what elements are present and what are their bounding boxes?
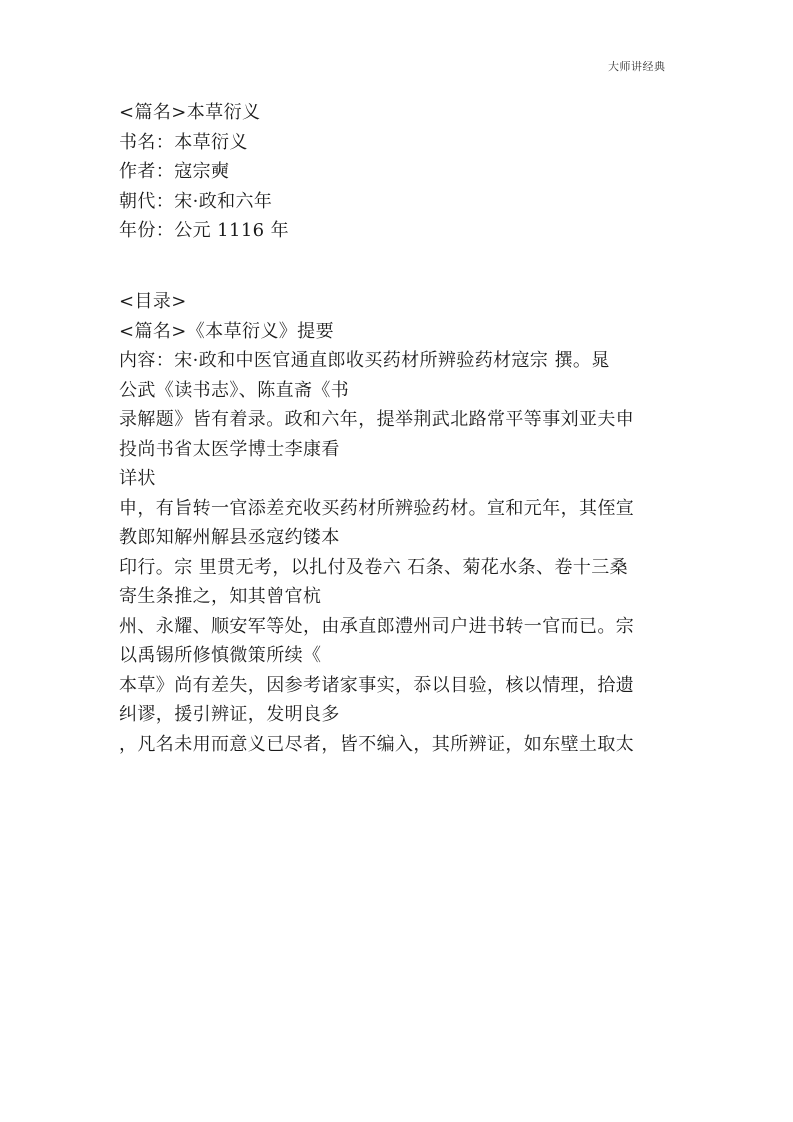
running-header: 大师讲经典 xyxy=(608,60,666,73)
body-line: 寄生条推之，知其曾官杭 xyxy=(119,586,322,607)
author: 作者：寇宗奭 xyxy=(119,161,230,182)
body-line: 公武《读书志》、陈直斋《书 xyxy=(119,379,350,401)
body-line: 印行。宗 里贯无考，以扎付及卷六 石条、菊花水条、卷十三桑 xyxy=(119,556,629,578)
body-line: 纠谬，援引辨证，发明良多 xyxy=(119,704,340,725)
body-line: ，凡名未用而意义已尽者，皆不编入，其所辨证，如东壁土取太 xyxy=(119,733,635,755)
document-body xyxy=(119,104,689,765)
body-line: 内容：宋·政和中医官通直郎收买药材所辨验药材寇宗 撰。晁 xyxy=(119,350,610,371)
body-line: 投尚书省太医学博士李康看 xyxy=(119,438,340,460)
chapter-tag: <篇名>本草衍义 xyxy=(119,102,261,123)
body-line: 以禹锡所修慎微策所续《 xyxy=(119,645,322,666)
body-line: 详状 xyxy=(119,468,156,489)
body-line: 本草》尚有差失，因参考诸家事实，忝以目验，核以情理，拾遗 xyxy=(119,674,635,696)
section-title: <篇名>《本草衍义》提要 xyxy=(119,320,334,342)
body-line: 申，有旨转一官添差充收买药材所辨验药材。宣和元年，其侄宣 xyxy=(119,497,635,519)
body-line: 录解题》皆有着录。政和六年，提举荆武北路常平等事刘亚夫申 xyxy=(119,409,635,430)
body-line: 州、永耀、顺安军等处，由承直郎澧州司户进书转一官而已。宗 xyxy=(119,615,635,637)
dynasty: 朝代：宋·政和六年 xyxy=(119,190,273,212)
book-name: 书名：本草衍义 xyxy=(119,131,248,153)
body-line: 教郎知解州解县丞寇约镂本 xyxy=(119,527,340,548)
toc-tag: <目录> xyxy=(119,291,187,312)
year: 年份：公元 1116 年 xyxy=(119,220,290,241)
